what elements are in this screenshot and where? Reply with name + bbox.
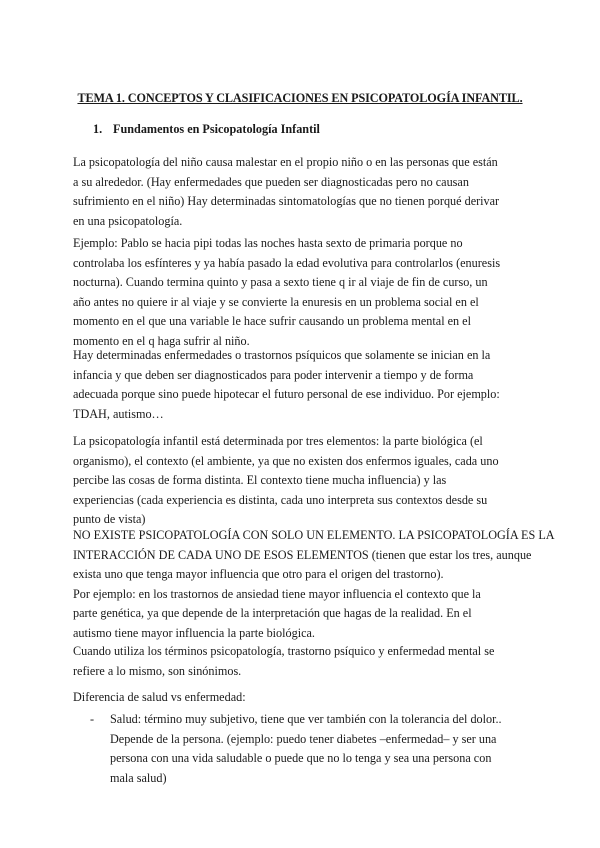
paragraph-line: refiere a lo mismo, son sinónimos.: [73, 663, 242, 678]
paragraph: [73, 526, 555, 643]
list-item-line: Salud: término muy subjetivo, tiene que ver también con la tolerancia del dolor..: [110, 712, 502, 726]
paragraph-line: en una psicopatología.: [73, 213, 183, 228]
paragraph-line: Ejemplo: Pablo se hacia pipi todas las noches hasta sexto de primaria porque no: [73, 236, 463, 250]
paragraph-line: punto de vista): [73, 512, 146, 526]
paragraph-line: experiencias (cada experiencia es distinta, cada uno interpreta sus contextos desde su: [73, 492, 488, 507]
paragraph-line: a su alrededor. (Hay enfermedades que pueden ser diagnosticadas pero no causan: [73, 174, 469, 189]
section-heading-text: Fundamentos en Psicopatología Infantil: [113, 122, 320, 136]
paragraph-line: Cuando utiliza los términos psicopatología, trastorno psíquico y enfermedad mental se: [73, 644, 495, 658]
paragraph-line: La psicopatología del niño causa malestar en el propio niño o en las personas que están: [73, 155, 498, 169]
paragraph-line: controlaba los esfínteres y ya había pasado la edad evolutiva para controlarlos (enuresis: [73, 255, 501, 270]
paragraph-line: infancia y que deben ser diagnosticados para poder intervenir a tiempo y de forma: [73, 367, 474, 382]
paragraph-line: NO EXISTE PSICOPATOLOGÍA CON SOLO UN ELEMENTO. LA PSICOPATOLOGÍA ES LA: [73, 528, 555, 542]
paragraph-line: TDAH, autismo…: [73, 406, 164, 421]
paragraph-line: momento en el que una variable le hace sufrir causando un problema mental en el: [73, 314, 471, 328]
paragraph-line: organismo), el contexto (el ambiente, ya que no existen dos enfermos iguales, cada uno: [73, 453, 499, 468]
paragraph-line: parte genética, ya que depende de la interpretación que hagas de la realidad. En el: [73, 606, 472, 620]
list-item-line: Depende de la persona. (ejemplo: puedo tener diabetes –enfermedad– y ser una: [110, 731, 497, 746]
paragraph-line: año antes no quiere ir al viaje y se convierte la enuresis en un problema social en el: [73, 294, 479, 309]
paragraph-line: momento en el q haga sufrir al niño.: [73, 333, 250, 348]
paragraph: [73, 688, 535, 708]
paragraph-line: La psicopatología infantil está determinada por tres elementos: la parte biológica (el: [73, 434, 483, 448]
paragraph-line: sufrimiento en el niño) Hay determinadas sintomatologías que no tienen porqué derivar: [73, 194, 500, 208]
paragraph: [73, 642, 535, 681]
section-number: 1.: [93, 122, 103, 136]
paragraph: [73, 346, 535, 424]
paragraph: [73, 153, 535, 231]
paragraph-line: autismo tiene mayor influencia la parte biológica.: [73, 625, 315, 640]
paragraph-line: adecuada porque sino puede hipotecar el futuro personal de ese individuo. Por ejemplo:: [73, 387, 500, 401]
paragraph-line: nocturna). Cuando termina quinto y pasa a sexto tiene q ir al viaje de fin de curso, un: [73, 275, 488, 289]
list-item-line: persona con una vida saludable o puede que no lo tenga y sea una persona con: [110, 751, 492, 765]
paragraph-line: INTERACCIÓN DE CADA UNO DE ESOS ELEMENTOS (tienen que estar los tres, aunque: [73, 547, 532, 562]
paragraph-line: percibe las cosas de forma distinta. El contexto tiene mucha influencia) y las: [73, 473, 447, 487]
section-heading: [93, 121, 320, 137]
paragraph: [73, 432, 535, 530]
document-title: TEMA 1. CONCEPTOS Y CLASIFICACIONES EN PSICOPATOLOGÍA INFANTIL.: [77, 91, 523, 105]
paragraph-line: Hay determinadas enfermedades o trastornos psíquicos que solamente se inician en la: [73, 348, 491, 362]
bullet-marker: -: [90, 712, 95, 726]
paragraph-line: Diferencia de salud vs enfermedad:: [73, 690, 246, 704]
list-item-line: mala salud): [110, 770, 167, 785]
list-item-text: [110, 710, 550, 788]
paragraph: [73, 234, 535, 351]
paragraph-line: exista uno que tenga mayor influencia que otro para el origen del trastorno).: [73, 567, 444, 581]
paragraph-line: Por ejemplo: en los trastornos de ansiedad tiene mayor influencia el contexto que la: [73, 586, 481, 601]
